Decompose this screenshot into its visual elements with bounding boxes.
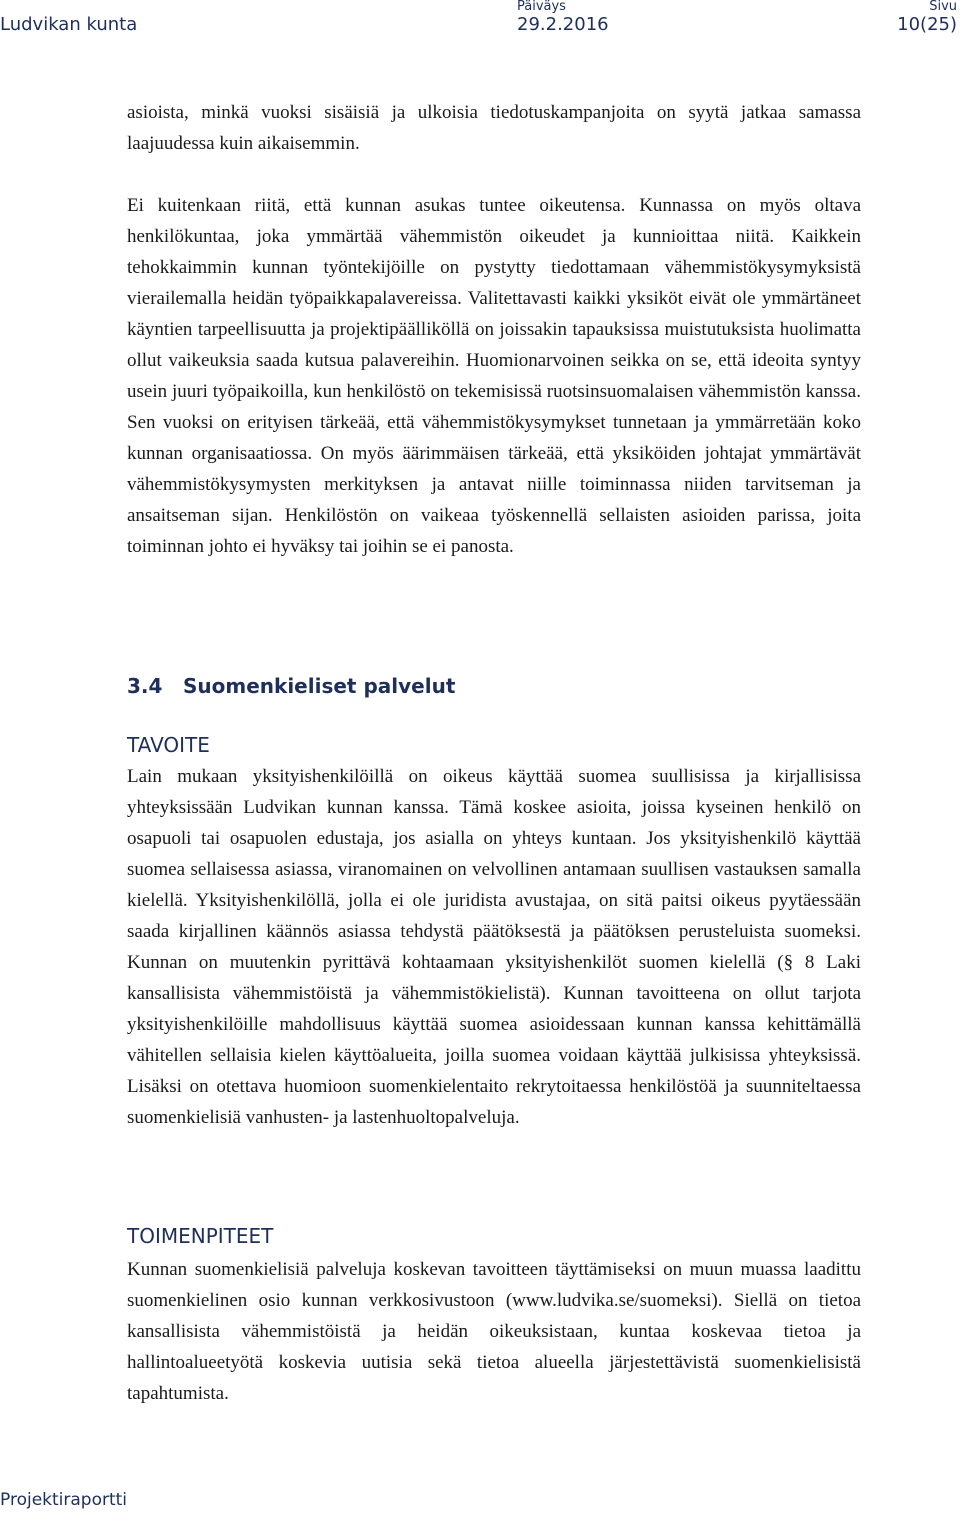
section-title: Suomenkieliset palvelut (183, 674, 456, 698)
paragraph-text: asioista, minkä vuoksi sisäisiä ja ulkoisia tiedotuskampanjoita on syytä jatkaa samassa laajuudessa kuin aikaisemmin. (127, 102, 861, 154)
body-paragraph-actions (127, 1254, 861, 1409)
paragraph-text: Lain mukaan yksityishenkilöillä on oikeus käyttää suomea suullisissa ja kirjallisissa yhteyksissään Ludvikan kunnan kanssa. Tämä koskee asioita, joissa kyseinen henkilö on osapuoli tai osapuolen edustaja, jos asialla on yhteys kuntaan. Jos yksityishenkilö käyttää suomea sellaisessa asiassa, viranomainen on velvollinen antamaan suullisen vastauksen samalla kielellä. Yksityishenkilöllä, jolla ei ole juridista avustajaa, on sitä paitsi oikeus pyytäessään saada kirjallinen käännös asiassa tehdystä päätöksestä ja päätöksen perusteluista suomeksi. Kunnan on muutenkin pyrittävä kohtaamaan yksityishenkilöt suomen kielellä (§ 8 Laki kansallisista vähemmistöistä ja vähemmistökielistä). Kunnan tavoitteena on ollut tarjota yksityishenkilöille mahdollisuus käyttää suomea asioidessaan kunnan kanssa kehittämällä vähitellen sellaisia kielen käyttöalueita, joilla suomea voidaan käyttää julkisissa yhteyksissä. Lisäksi on otettava huomioon suomenkielentaito rekrytoitaessa henkilöstöä ja suunniteltaessa suomenkielisiä vanhusten- ja lastenhuoltopalveluja. (127, 766, 861, 1128)
date-value: 29.2.2016 (517, 14, 609, 35)
body-paragraph-1 (127, 97, 861, 159)
header-date-block (517, 0, 609, 36)
paragraph-text: Ei kuitenkaan riitä, että kunnan asukas tuntee oikeutensa. Kunnassa on myös oltava henkilökuntaa, joka ymmärtää vähemmistön oikeudet ja kunnioittaa niitä. Kaikkein tehokkaimmin kunnan työntekijöille on pystytty tiedottamaan vähemmistökysymyksistä vierailemalla heidän työpaikkapalavereissa. Valitettavasti kaikki yksiköt eivät ole ymmärtäneet käyntien tarpeellisuutta ja projektipäälliköllä on joissakin tapauksissa muistutuksista huolimatta ollut vaikeuksia saada kutsua palavereihin. Huomionarvoinen seikka on se, että ideoita syntyy usein juuri työpaikoilla, kun henkilöstö on tekemisissä ruotsinsuomalaisen vähemmistön kanssa. Sen vuoksi on erityisen tärkeää, että vähemmistökysymykset tunnetaan ja ymmärretään koko kunnan organisaatiossa. On myös äärimmäisen tärkeää, että yksiköiden johtajat ymmärtävät vähemmistökysymysten merkityksen ja antavat niille toiminnassa niiden tarvitseman ja ansaitseman sijan. Henkilöstön on vaikeaa työskennellä sellaisten asioiden parissa, joita toiminnan johto ei hyväksy tai joihin se ei panosta. (127, 195, 861, 557)
footer-document-type: Projektiraportti (0, 1490, 128, 1510)
paragraph-text: Kunnan suomenkielisiä palveluja koskevan tavoitteen täyttämiseksi on muun muassa laadittu suomenkielinen osio kunnan verkkosivustoon (www.ludvika.se/suomeksi). Siellä on tietoa kansallisista vähemmistöistä ja heidän oikeuksistaan, kuntaa koskevaa tietoa ja hallintoalueetyötä koskevia uutisia sekä tietoa alueella järjestettävistä suomenkielisistä tapahtumista. (127, 1259, 861, 1404)
section-heading (127, 674, 455, 698)
page-number: 10(25) (897, 14, 957, 35)
header-page-block (897, 0, 957, 36)
body-paragraph-goal (127, 761, 861, 1133)
date-label: Päiväys (517, 0, 566, 14)
header-organization: Ludvikan kunta (0, 14, 138, 35)
page-label: Sivu (929, 0, 957, 14)
section-number: 3.4 (127, 674, 163, 698)
body-paragraph-2 (127, 190, 861, 562)
subheading-goal: TAVOITE (127, 733, 210, 757)
subheading-actions: TOIMENPITEET (127, 1224, 274, 1248)
